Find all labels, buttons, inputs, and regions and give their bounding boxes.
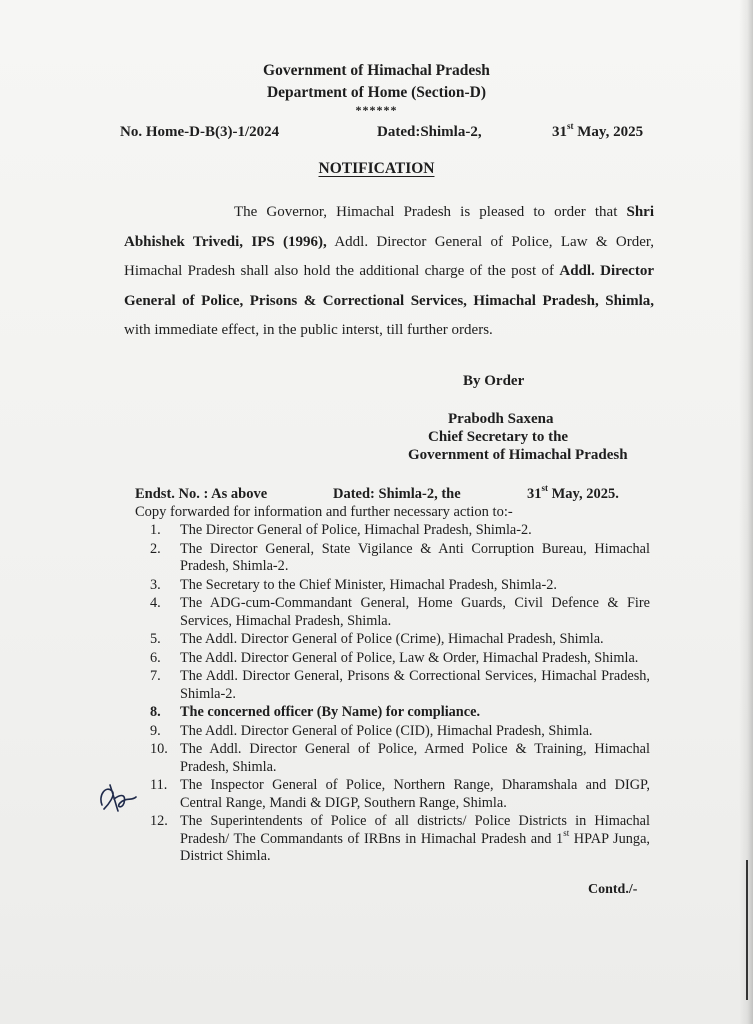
header-government: Government of Himachal Pradesh bbox=[263, 62, 490, 79]
recipient-list bbox=[150, 522, 650, 867]
endorsement-dated: Dated: Shimla-2, the bbox=[333, 486, 461, 502]
list-item: 6. The Addl. Director General of Police, Law & Order, Himachal Pradesh, Shimla. bbox=[150, 649, 639, 666]
endorsement-number: Endst. No. : As above bbox=[135, 486, 268, 502]
reference-dated: Dated:Shimla-2, bbox=[377, 124, 482, 140]
continued-marker: Contd./- bbox=[588, 882, 638, 897]
signatory-name: Prabodh Saxena bbox=[448, 411, 554, 427]
list-item: 4. The ADG-cum-Commandant General, Home Guards, Civil Defence & Fire Services, Himachal Pradesh, Shimla. bbox=[150, 595, 650, 629]
signatory-designation: Chief Secretary to the bbox=[428, 429, 569, 445]
handwritten-initials bbox=[96, 775, 142, 819]
list-item: 5. The Addl. Director General of Police (Crime), Himachal Pradesh, Shimla. bbox=[150, 631, 604, 647]
list-item: 10. The Addl. Director General of Police, Armed Police & Training, Himachal Pradesh, Shimla. bbox=[150, 741, 650, 775]
by-order: By Order bbox=[463, 373, 525, 389]
reference-row bbox=[120, 121, 660, 146]
header-department: Department of Home (Section-D) bbox=[266, 84, 487, 101]
header-stars: ****** bbox=[355, 103, 398, 117]
notification-body: The Governor, Himachal Pradesh is pleased to order that Shri Abhishek Trivedi, IPS (1996), Addl. Director General of Police, Law & Order, Himachal Pradesh shall also hold the additional charge of the post of Addl. Director General of Police, Prisons & Correctional Services, Himachal Pradesh, Shimla, with immediate effect, in the public interst, till further orders. bbox=[124, 204, 655, 338]
page-edge-mark bbox=[746, 860, 748, 1000]
signatory-government: Government of Himachal Pradesh bbox=[408, 447, 628, 463]
list-item: 8. The concerned officer (By Name) for compliance. bbox=[150, 704, 481, 720]
notification-title: NOTIFICATION bbox=[318, 160, 435, 177]
list-item: 1. The Director General of Police, Himachal Pradesh, Shimla-2. bbox=[150, 522, 532, 538]
list-item: 11. The Inspector General of Police, Northern Range, Dharamshala and DIGP, Central Range, Mandi & DIGP, Southern Range, Shimla. bbox=[150, 777, 650, 811]
additional-post: Addl. Director General of Police, Prisons & Correctional Services, Himachal Pradesh, Shimla, bbox=[124, 263, 654, 309]
endorsement-row bbox=[135, 483, 645, 506]
copy-forwarded-line: Copy forwarded for information and further necessary action to:- bbox=[135, 504, 513, 520]
list-item: 2. The Director General, State Vigilance & Anti Corruption Bureau, Himachal Pradesh, Shimla-2. bbox=[150, 540, 650, 574]
endorsement-date: 31st May, 2025. bbox=[527, 483, 619, 502]
list-item: 9. The Addl. Director General of Police (CID), Himachal Pradesh, Shimla. bbox=[150, 722, 593, 739]
reference-number: No. Home-D-B(3)-1/2024 bbox=[120, 124, 280, 140]
reference-date: 31st May, 2025 bbox=[552, 121, 644, 140]
list-item: 12. The Superintendents of Police of all districts/ Police Districts in Himachal Pradesh/ The Commandants of IRBns in Himachal Pradesh and 1st HPAP Junga, District Shimla. bbox=[150, 813, 650, 864]
list-item: 3. The Secretary to the Chief Minister, Himachal Pradesh, Shimla-2. bbox=[150, 576, 558, 593]
list-item: 7. The Addl. Director General, Prisons & Correctional Services, Himachal Pradesh, Shimla-2. bbox=[150, 668, 650, 702]
officer-name: Shri Abhishek Trivedi, IPS (1996), bbox=[124, 204, 654, 250]
